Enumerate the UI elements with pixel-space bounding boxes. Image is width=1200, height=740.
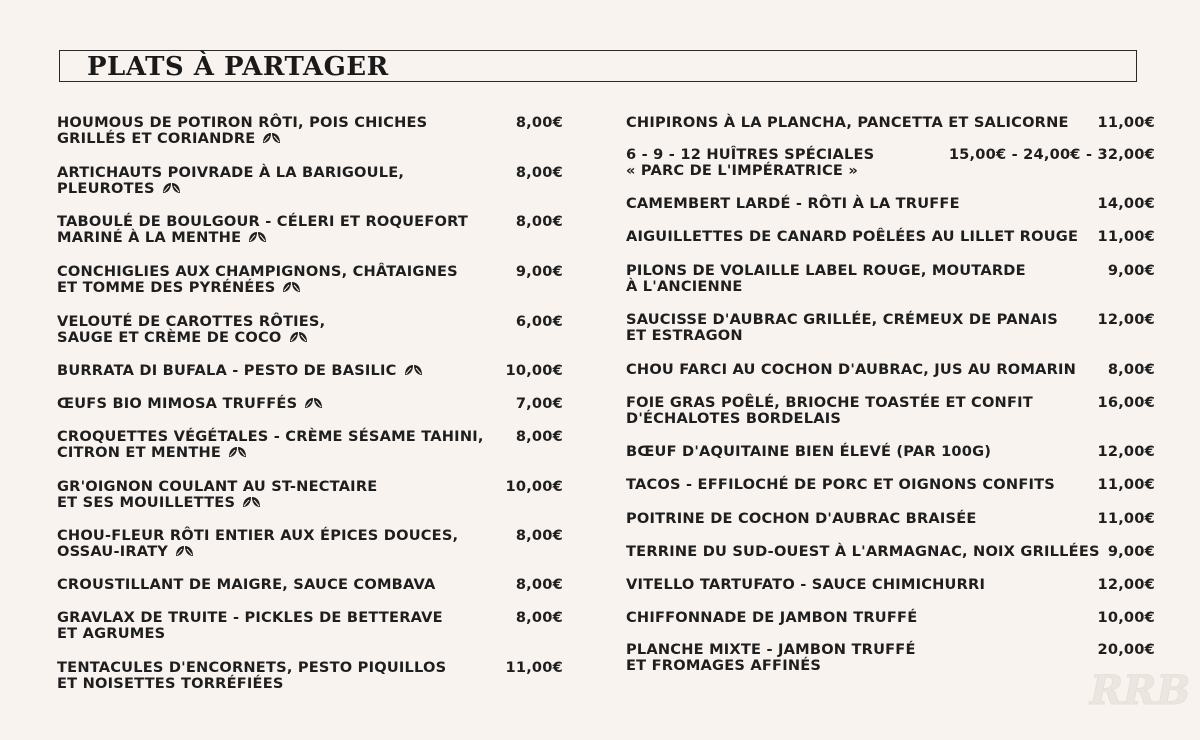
menu-item <box>626 229 1155 245</box>
menu-item-name-line: BURRATA DI BUFALA - PESTO DE BASILIC <box>57 363 563 379</box>
menu-item-price: 10,00€ <box>1097 609 1155 626</box>
menu-item-name-line: CHIPIRONS À LA PLANCHA, PANCETTA ET SALICORNE <box>626 114 1069 131</box>
menu-item-name-line: GRAVLAX DE TRUITE - PICKLES DE BETTERAVE <box>57 609 443 626</box>
menu-item-name-line: ET ESTRAGON <box>626 327 743 344</box>
menu-item-name-line: SAUGE ET CRÈME DE COCO <box>57 330 563 346</box>
menu-item-price: 11,00€ <box>1097 114 1155 131</box>
menu-item <box>626 115 1155 131</box>
menu-item-price: 8,00€ <box>515 576 563 593</box>
menu-item-price: 16,00€ <box>1097 394 1155 411</box>
menu-item <box>626 147 1155 179</box>
menu-item-price: 8,00€ <box>515 114 563 131</box>
menu-item-price: 12,00€ <box>1097 443 1155 460</box>
menu-item-name-line: SAUCISSE D'AUBRAC GRILLÉE, CRÉMEUX DE PANAIS <box>626 311 1058 328</box>
menu-item <box>626 511 1155 527</box>
menu-item-name-line: GR'OIGNON COULANT AU ST-NECTAIRE <box>57 478 378 495</box>
menu-item <box>626 196 1155 212</box>
menu-item-price: 8,00€ <box>515 164 563 181</box>
menu-item-name-line: HOUMOUS DE POTIRON RÔTI, POIS CHICHES <box>57 114 428 131</box>
menu-item-name-line: ET AGRUMES <box>57 625 166 642</box>
menu-item <box>57 264 563 296</box>
menu-item <box>57 165 563 197</box>
menu-item-price: 11,00€ <box>1097 476 1155 493</box>
menu-item-name-line: PLANCHE MIXTE - JAMBON TRUFFÉ <box>626 641 916 658</box>
menu-item-name-line: CHIFFONNADE DE JAMBON TRUFFÉ <box>626 609 918 626</box>
menu-item <box>626 477 1155 493</box>
menu-item-price: 9,00€ <box>515 263 563 280</box>
menu-item-price: 8,00€ <box>515 527 563 544</box>
menu-item <box>57 577 563 593</box>
menu-item-name-line: MARINÉ À LA MENTHE <box>57 230 563 246</box>
menu-item-price: 10,00€ <box>505 362 563 379</box>
menu-item-name-line: PLEUROTES <box>57 181 563 197</box>
leaf-icon <box>162 181 181 195</box>
leaf-icon <box>175 544 194 558</box>
menu-item <box>57 363 563 379</box>
menu-item-name-line: CHOU-FLEUR RÔTI ENTIER AUX ÉPICES DOUCES, <box>57 527 459 544</box>
menu-item <box>57 479 563 511</box>
menu-item-name-line: CONCHIGLIES AUX CHAMPIGNONS, CHÂTAIGNES <box>57 263 458 280</box>
menu-item <box>626 577 1155 593</box>
menu-item-name-line: CAMEMBERT LARDÉ - RÔTI À LA TRUFFE <box>626 195 960 212</box>
menu-item <box>626 362 1155 378</box>
menu-item <box>57 429 563 461</box>
menu-item-price: 9,00€ <box>1107 262 1155 279</box>
leaf-icon <box>248 230 267 244</box>
menu-item <box>57 314 563 346</box>
menu-item <box>57 528 563 560</box>
leaf-icon <box>304 396 323 410</box>
menu-item <box>626 395 1155 427</box>
menu-item-price: 20,00€ <box>1097 641 1155 658</box>
menu-item <box>626 544 1155 560</box>
menu-item-name-line: VELOUTÉ DE CAROTTES RÔTIES, <box>57 313 326 330</box>
menu-item-name-line: TERRINE DU SUD-OUEST À L'ARMAGNAC, NOIX GRILLÉES <box>626 543 1100 560</box>
menu-item-name-line: GRILLÉS ET CORIANDRE <box>57 131 563 147</box>
menu-item-name-line: OSSAU-IRATY <box>57 544 563 560</box>
menu-item-price: 14,00€ <box>1097 195 1155 212</box>
leaf-icon <box>242 495 261 509</box>
menu-item <box>57 115 563 147</box>
leaf-icon <box>262 131 281 145</box>
leaf-icon <box>404 363 423 377</box>
section-title-box <box>59 50 1137 82</box>
menu-item-name-line: ARTICHAUTS POIVRADE À LA BARIGOULE, <box>57 164 405 181</box>
menu-item-name-line: AIGUILLETTES DE CANARD POÊLÉES AU LILLET ROUGE <box>626 228 1079 245</box>
menu-item-price: 12,00€ <box>1097 311 1155 328</box>
menu-item-name-line: CITRON ET MENTHE <box>57 445 563 461</box>
menu-item-price: 15,00€ - 24,00€ - 32,00€ <box>948 146 1155 163</box>
menu-item-name-line: POITRINE DE COCHON D'AUBRAC BRAISÉE <box>626 510 977 527</box>
menu-item <box>57 610 563 642</box>
menu-item <box>626 444 1155 460</box>
menu-item-price: 11,00€ <box>1097 510 1155 527</box>
leaf-icon <box>228 445 247 459</box>
menu-item-name-line: ET TOMME DES PYRÉNÉES <box>57 280 563 296</box>
menu-item-name-line: VITELLO TARTUFATO - SAUCE CHIMICHURRI <box>626 576 986 593</box>
menu-item <box>57 396 563 412</box>
menu-item-price: 7,00€ <box>515 395 563 412</box>
menu-item-name-line: 6 - 9 - 12 HUÎTRES SPÉCIALES <box>626 146 875 163</box>
menu-item-name-line: « PARC DE L'IMPÉRATRICE » <box>626 162 858 179</box>
menu-item-name-line: FOIE GRAS POÊLÉ, BRIOCHE TOASTÉE ET CONFIT <box>626 394 1033 411</box>
menu-item <box>57 660 563 692</box>
leaf-icon <box>282 280 301 294</box>
menu-item-name-line: ET FROMAGES AFFINÉS <box>626 657 822 674</box>
menu-item-price: 11,00€ <box>1097 228 1155 245</box>
menu-item-price: 8,00€ <box>1107 361 1155 378</box>
menu-item <box>626 312 1155 344</box>
menu-item-price: 8,00€ <box>515 213 563 230</box>
menu-item <box>57 214 563 246</box>
menu-item-price: 8,00€ <box>515 428 563 445</box>
menu-item-name-line: CROUSTILLANT DE MAIGRE, SAUCE COMBAVA <box>57 576 436 593</box>
menu-item-name-line: TENTACULES D'ENCORNETS, PESTO PIQUILLOS <box>57 659 447 676</box>
menu-item-name-line: CHOU FARCI AU COCHON D'AUBRAC, JUS AU ROMARIN <box>626 361 1077 378</box>
menu-item-price: 12,00€ <box>1097 576 1155 593</box>
menu-item-name-line: PILONS DE VOLAILLE LABEL ROUGE, MOUTARDE <box>626 262 1026 279</box>
svg-text:RRB: RRB <box>1089 667 1191 714</box>
menu-item-name-line: ŒUFS BIO MIMOSA TRUFFÉS <box>57 396 563 412</box>
menu-item-name-line: TABOULÉ DE BOULGOUR - CÉLERI ET ROQUEFORT <box>57 213 469 230</box>
menu-item-price: 10,00€ <box>505 478 563 495</box>
menu-item-price: 6,00€ <box>515 313 563 330</box>
menu-item <box>626 610 1155 626</box>
menu-item-price: 11,00€ <box>505 659 563 676</box>
menu-item-name-line: ET NOISETTES TORRÉFIÉES <box>57 675 284 692</box>
menu-item-price: 9,00€ <box>1107 543 1155 560</box>
menu-item-name-line: À L'ANCIENNE <box>626 278 743 295</box>
section-title: PLATS À PARTAGER <box>87 52 389 82</box>
menu-item-price: 8,00€ <box>515 609 563 626</box>
menu-item <box>626 642 1155 674</box>
menu-item-name-line: TACOS - EFFILOCHÉ DE PORC ET OIGNONS CONFITS <box>626 476 1055 493</box>
menu-item-name-line: ET SES MOUILLETTES <box>57 495 563 511</box>
menu-item-name-line: BŒUF D'AQUITAINE BIEN ÉLEVÉ (PAR 100G) <box>626 443 992 460</box>
menu-item <box>626 263 1155 295</box>
leaf-icon <box>289 330 308 344</box>
menu-item-name-line: D'ÉCHALOTES BORDELAIS <box>626 410 842 427</box>
menu-item-name-line: CROQUETTES VÉGÉTALES - CRÈME SÉSAME TAHINI, <box>57 428 484 445</box>
